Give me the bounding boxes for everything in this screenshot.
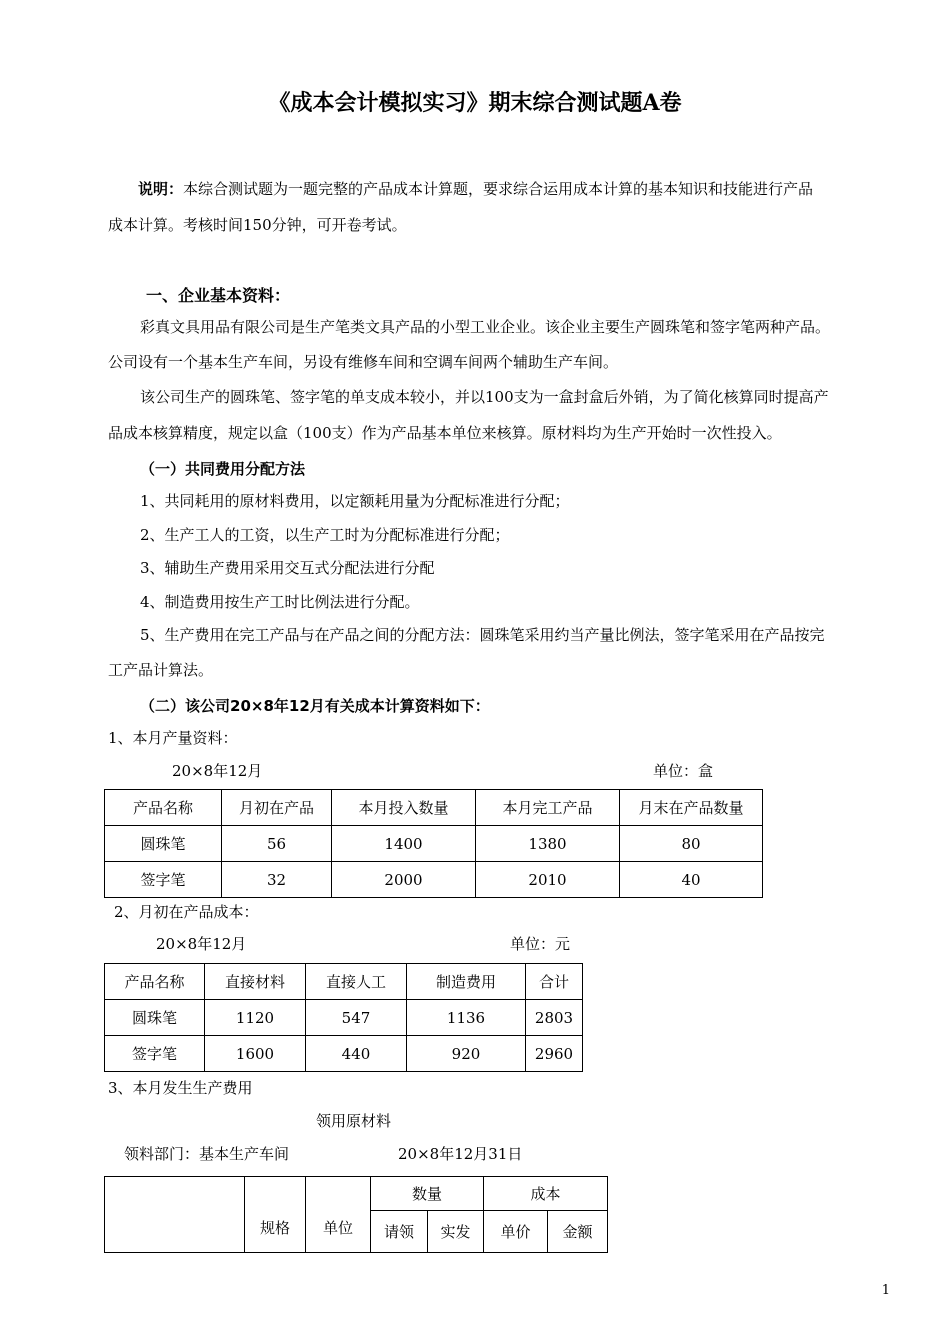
table-cell: 2000 (332, 862, 476, 898)
table-cell: 40 (620, 862, 763, 898)
table-row (105, 826, 763, 862)
table-cell: 920 (407, 1036, 526, 1072)
table-row (105, 1036, 583, 1072)
table-row (105, 1000, 583, 1036)
production-table (104, 789, 763, 898)
intro-label: 说明： (138, 180, 184, 198)
sub-1-heading: （一）共同费用分配方法 (140, 460, 306, 478)
method-item-5-cont: 工产品计算法。 (108, 661, 214, 679)
table-2-unit: 单位：元 (510, 935, 571, 953)
header-cell: 金额 (548, 1211, 608, 1253)
table-header-row (105, 790, 763, 826)
method-item-2: 2、生产工人的工资，以生产工时为分配标准进行分配； (140, 526, 510, 544)
header-cell: 本月完工产品 (476, 790, 620, 826)
intro-line-2: 成本计算。考核时间150分钟，可开卷考试。 (108, 216, 407, 234)
table-3-caption: 3、本月发生生产费用 (108, 1079, 253, 1097)
method-item-1: 1、共同耗用的原材料费用，以定额耗用量为分配标准进行分配； (140, 492, 570, 510)
header-cell: 制造费用 (407, 964, 526, 1000)
table-row (105, 862, 763, 898)
table-header-row (105, 1177, 608, 1211)
para-1-line-2: 公司设有一个基本生产车间，另设有维修车间和空调车间两个辅助生产车间。 (108, 353, 619, 371)
table-header-row (105, 964, 583, 1000)
sub-2-heading: （二）该公司20×8年12月有关成本计算资料如下： (140, 697, 490, 715)
table-1-date: 20×8年12月 (172, 762, 263, 780)
header-cell: 请领 (371, 1211, 428, 1253)
blank-header-cell (105, 1177, 245, 1253)
header-cell: 数量 (371, 1177, 484, 1211)
table-cell: 80 (620, 826, 763, 862)
page-title: 《成本会计模拟实习》期末综合测试题A卷 (268, 90, 682, 116)
header-cell: 直接人工 (306, 964, 407, 1000)
table-cell: 440 (306, 1036, 407, 1072)
header-cell: 月初在产品 (222, 790, 332, 826)
para-2-line-1: 该公司生产的圆珠笔、签字笔的单支成本较小，并以100支为一盒封盒后外销，为了简化核算同时提高产 (140, 388, 829, 406)
table-cell: 56 (222, 826, 332, 862)
table-cell: 32 (222, 862, 332, 898)
header-cell: 本月投入数量 (332, 790, 476, 826)
table-cell: 圆珠笔 (105, 1000, 205, 1036)
table-2-date: 20×8年12月 (156, 935, 247, 953)
intro-text-1: 本综合测试题为一题完整的产品成本计算题，要求综合运用成本计算的基本知识和技能进行产品 (183, 180, 814, 198)
method-item-5: 5、生产费用在完工产品与在产品之间的分配方法：圆珠笔采用约当产量比例法，签字笔采用在产品按完 (140, 626, 825, 644)
material-form-dept: 领料部门：基本生产车间 (124, 1145, 290, 1163)
table-cell: 2960 (526, 1036, 583, 1072)
table-cell: 1136 (407, 1000, 526, 1036)
table-cell: 1600 (205, 1036, 306, 1072)
table-1-caption: 1、本月产量资料： (108, 729, 238, 747)
table-cell: 547 (306, 1000, 407, 1036)
method-item-3: 3、辅助生产费用采用交互式分配法进行分配 (140, 559, 435, 577)
method-item-4: 4、制造费用按生产工时比例法进行分配。 (140, 593, 420, 611)
header-cell: 合计 (526, 964, 583, 1000)
material-form-date: 20×8年12月31日 (398, 1145, 523, 1163)
material-requisition-table (104, 1176, 608, 1253)
para-1-line-1: 彩真文具用品有限公司是生产笔类文具产品的小型工业企业。该企业主要生产圆珠笔和签字笔两种产品。 (140, 318, 831, 336)
table-cell: 1120 (205, 1000, 306, 1036)
header-cell: 直接材料 (205, 964, 306, 1000)
intro-line-1 (138, 180, 813, 198)
table-cell: 圆珠笔 (105, 826, 222, 862)
page-number: 1 (881, 1283, 890, 1298)
header-cell: 规格 (245, 1177, 306, 1253)
header-cell: 实发 (428, 1211, 484, 1253)
section-1-heading: 一、企业基本资料： (146, 286, 291, 305)
table-cell: 1380 (476, 826, 620, 862)
material-form-title: 领用原材料 (316, 1112, 392, 1130)
table-cell: 2803 (526, 1000, 583, 1036)
header-cell: 产品名称 (105, 964, 205, 1000)
table-1-unit: 单位：盒 (653, 762, 714, 780)
header-cell: 月末在产品数量 (620, 790, 763, 826)
header-cell: 产品名称 (105, 790, 222, 826)
opening-wip-table (104, 963, 583, 1072)
table-cell: 签字笔 (105, 862, 222, 898)
para-2-line-2: 品成本核算精度，规定以盒（100支）作为产品基本单位来核算。原材料均为生产开始时一次性投入。 (108, 424, 782, 442)
table-cell: 1400 (332, 826, 476, 862)
table-cell: 2010 (476, 862, 620, 898)
header-cell: 成本 (484, 1177, 608, 1211)
header-cell: 单位 (306, 1177, 371, 1253)
header-cell: 单价 (484, 1211, 548, 1253)
table-2-caption: 2、月初在产品成本： (114, 903, 259, 921)
table-cell: 签字笔 (105, 1036, 205, 1072)
